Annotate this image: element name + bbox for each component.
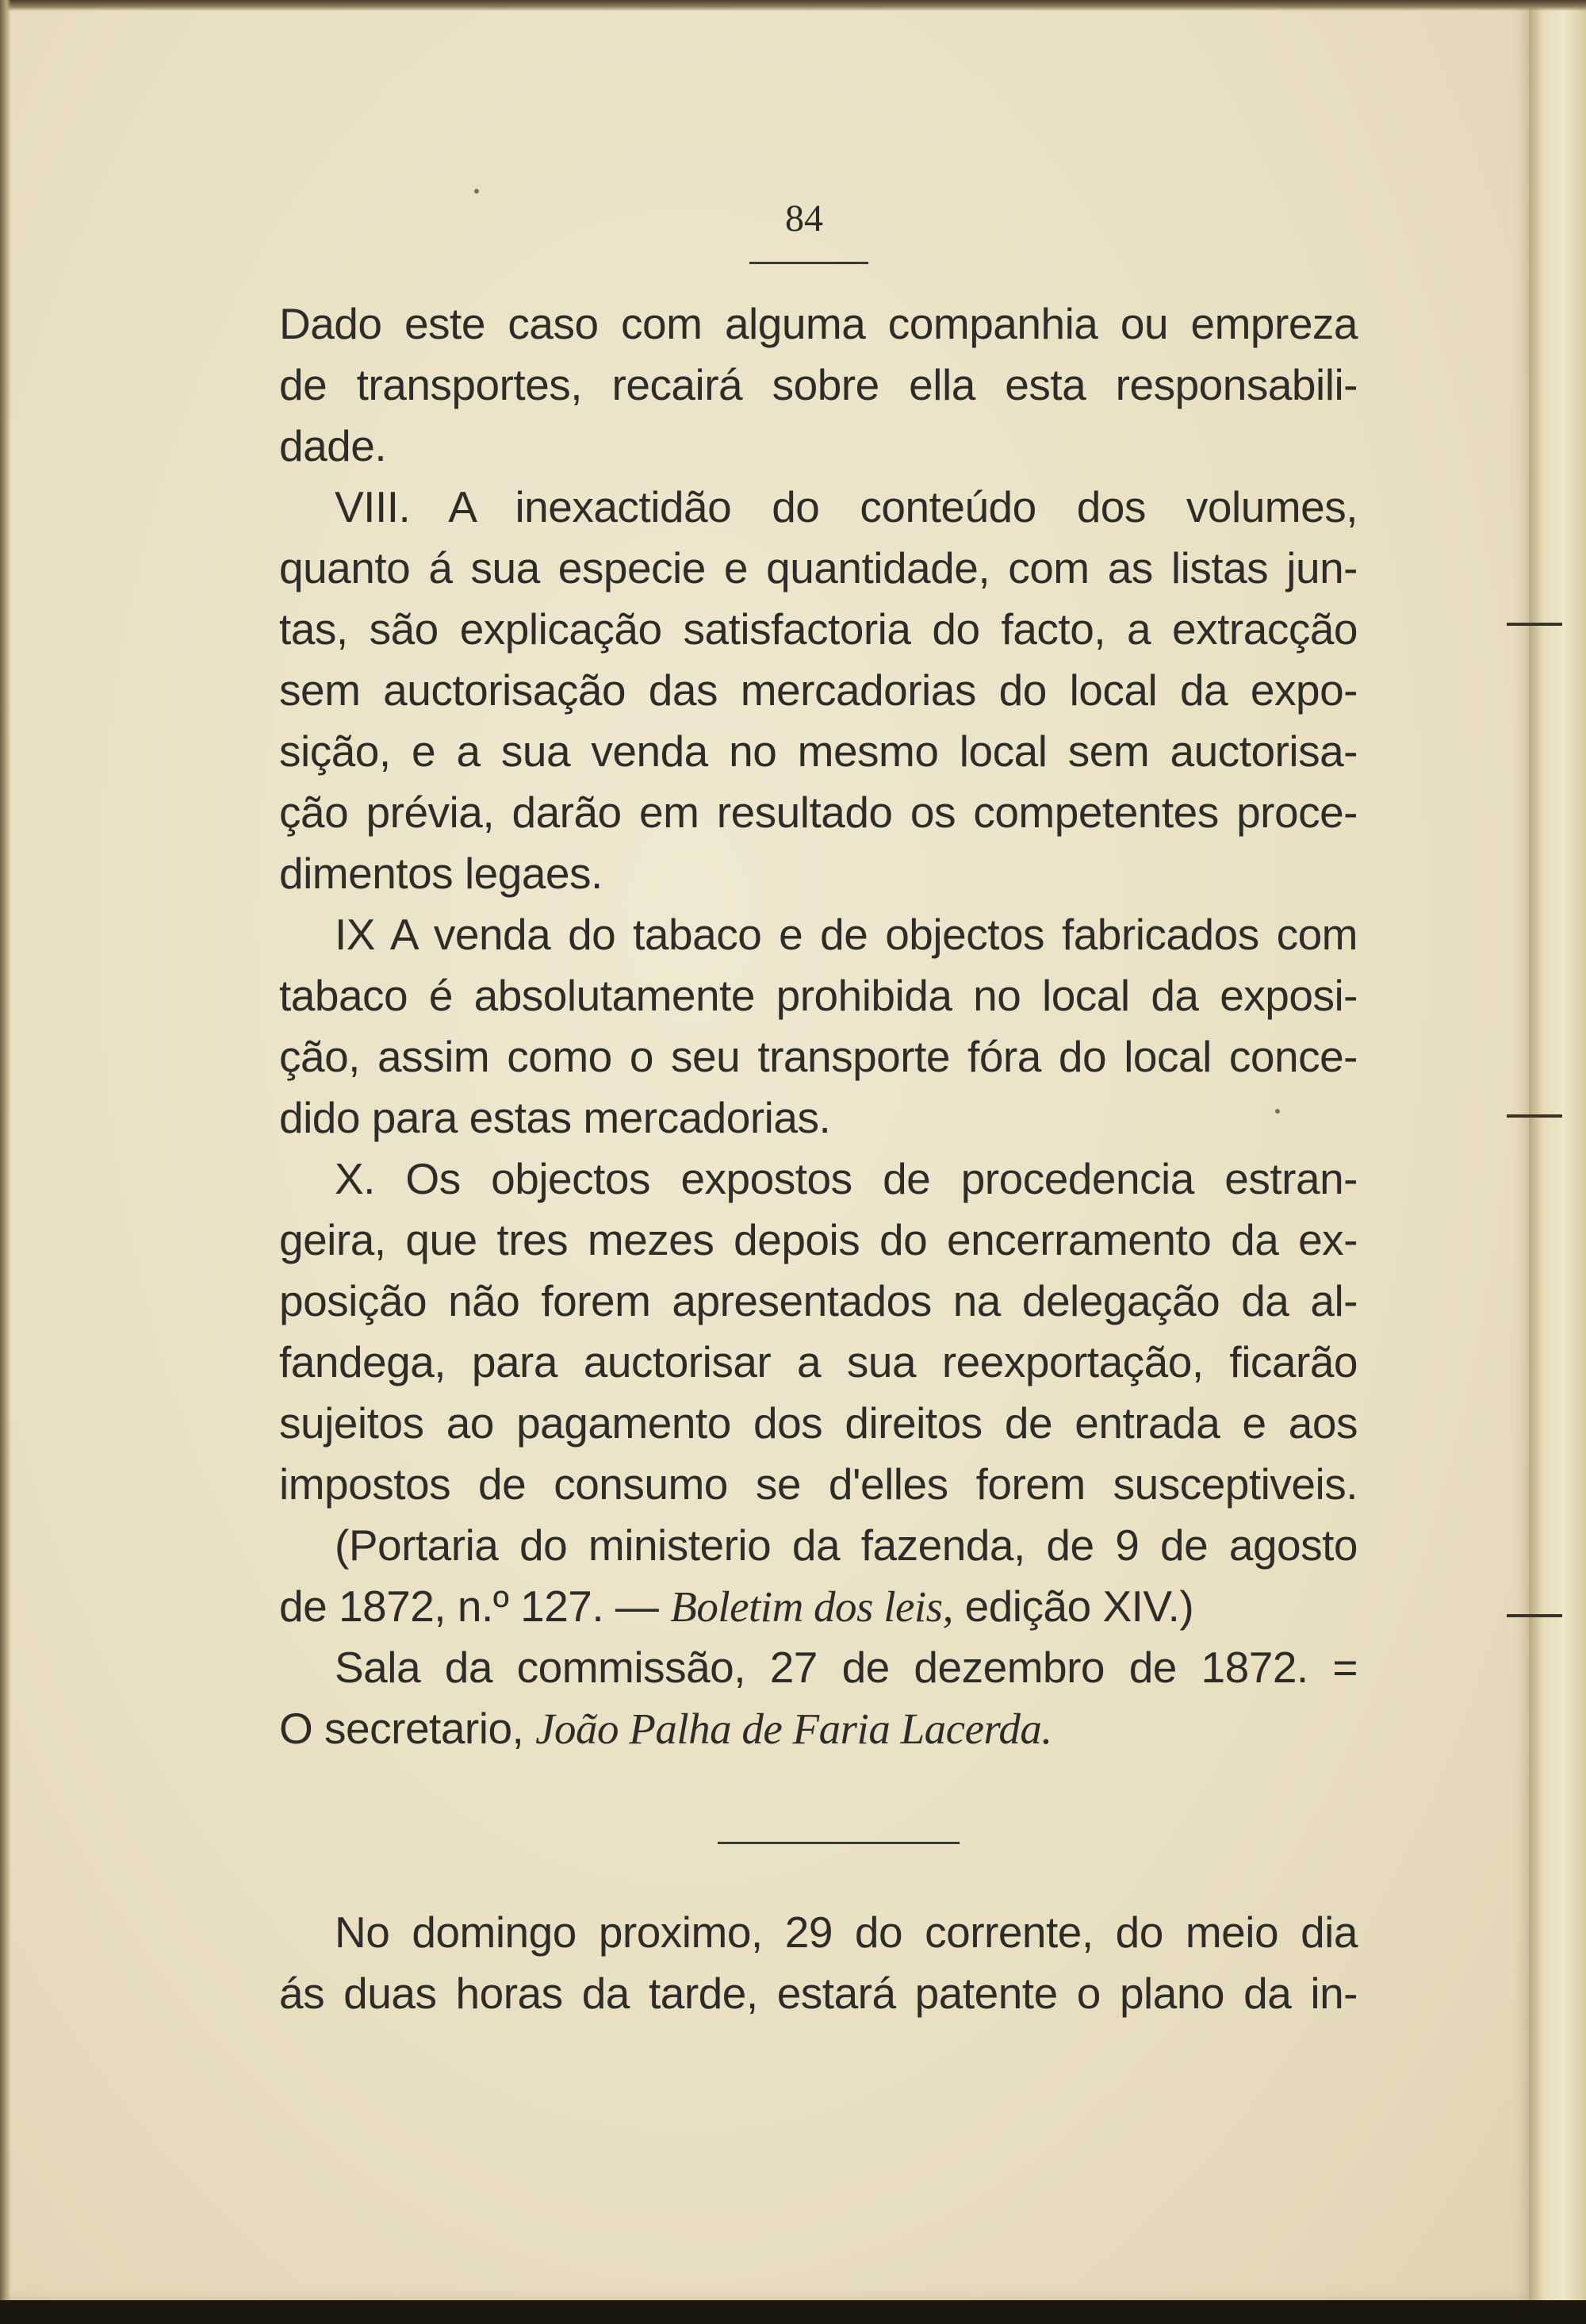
text-line: IX A venda do tabaco e de objectos fabricados com bbox=[335, 910, 1358, 959]
citation-prefix: de 1872, n.º 127. — bbox=[279, 1582, 671, 1631]
text-line: dimentos legaes. bbox=[279, 849, 603, 898]
text-line: No domingo proximo, 29 do corrente, do meio dia bbox=[335, 1908, 1358, 1957]
signature-line bbox=[279, 1698, 1358, 1759]
notice-text bbox=[279, 1902, 1358, 2024]
text-line: quanto á sua especie e quantidade, com as listas jun- bbox=[279, 543, 1358, 593]
citation-line bbox=[279, 1576, 1358, 1637]
citation-title: Boletim dos leis, bbox=[670, 1582, 953, 1631]
page-edge-right bbox=[1529, 0, 1586, 2300]
body-text bbox=[279, 293, 1358, 1759]
page-edge-top bbox=[0, 0, 1586, 11]
text-line: sição, e a sua venda no mesmo local sem auctorisa- bbox=[279, 727, 1358, 776]
text-line: tas, são explicação satisfactoria do facto, a extracção bbox=[279, 604, 1358, 654]
text-line: ás duas horas da tarde, estará patente o plano da in- bbox=[279, 1969, 1358, 2018]
edge-tick bbox=[1507, 1614, 1562, 1617]
text-line: X. Os objectos expostos de procedencia estran- bbox=[335, 1154, 1358, 1203]
text-line: fandega, para auctorisar a sua reexportação, ficarão bbox=[279, 1337, 1358, 1386]
signature-prefix: O secretario, bbox=[279, 1704, 536, 1753]
section-divider bbox=[718, 1842, 960, 1844]
text-line: ção, assim como o seu transporte fóra do local conce- bbox=[279, 1032, 1358, 1081]
page-edge-left bbox=[0, 0, 11, 2324]
folio-rule bbox=[749, 262, 868, 264]
text-line: impostos de consumo se d'elles forem susceptiveis. bbox=[279, 1459, 1358, 1509]
text-line: (Portaria do ministerio da fazenda, de 9 de agosto bbox=[335, 1521, 1358, 1570]
paper-speck bbox=[474, 189, 479, 194]
text-line: geira, que tres mezes depois do encerramento da ex- bbox=[279, 1215, 1358, 1264]
edge-tick bbox=[1507, 1114, 1562, 1118]
text-line: de transportes, recairá sobre ella esta responsabili- bbox=[279, 360, 1358, 409]
text-line: dade. bbox=[279, 421, 387, 470]
scan-border-bottom bbox=[0, 2300, 1586, 2324]
text-line: posição não forem apresentados na delegação da al- bbox=[279, 1276, 1358, 1325]
text-line: sujeitos ao pagamento dos direitos de entrada e aos bbox=[279, 1398, 1358, 1448]
text-line: dido para estas mercadorias. bbox=[279, 1093, 831, 1142]
text-line: tabaco é absolutamente prohibida no local da exposi- bbox=[279, 971, 1358, 1020]
text-line: ção prévia, darão em resultado os competentes proce- bbox=[279, 788, 1358, 837]
signature-name: João Palha de Faria Lacerda. bbox=[535, 1705, 1052, 1753]
closing-date-line: Sala da commissão, 27 de dezembro de 1872. = bbox=[335, 1643, 1358, 1692]
text-line: VIII. A inexactidão do conteúdo dos volumes, bbox=[335, 482, 1358, 531]
text-line: Dado este caso com alguma companhia ou empreza bbox=[279, 299, 1358, 348]
page-number: 84 bbox=[785, 198, 823, 240]
citation-suffix: edição XIV.) bbox=[952, 1582, 1194, 1631]
text-line: sem auctorisação das mercadorias do local da expo- bbox=[279, 665, 1358, 715]
edge-tick bbox=[1507, 623, 1562, 626]
